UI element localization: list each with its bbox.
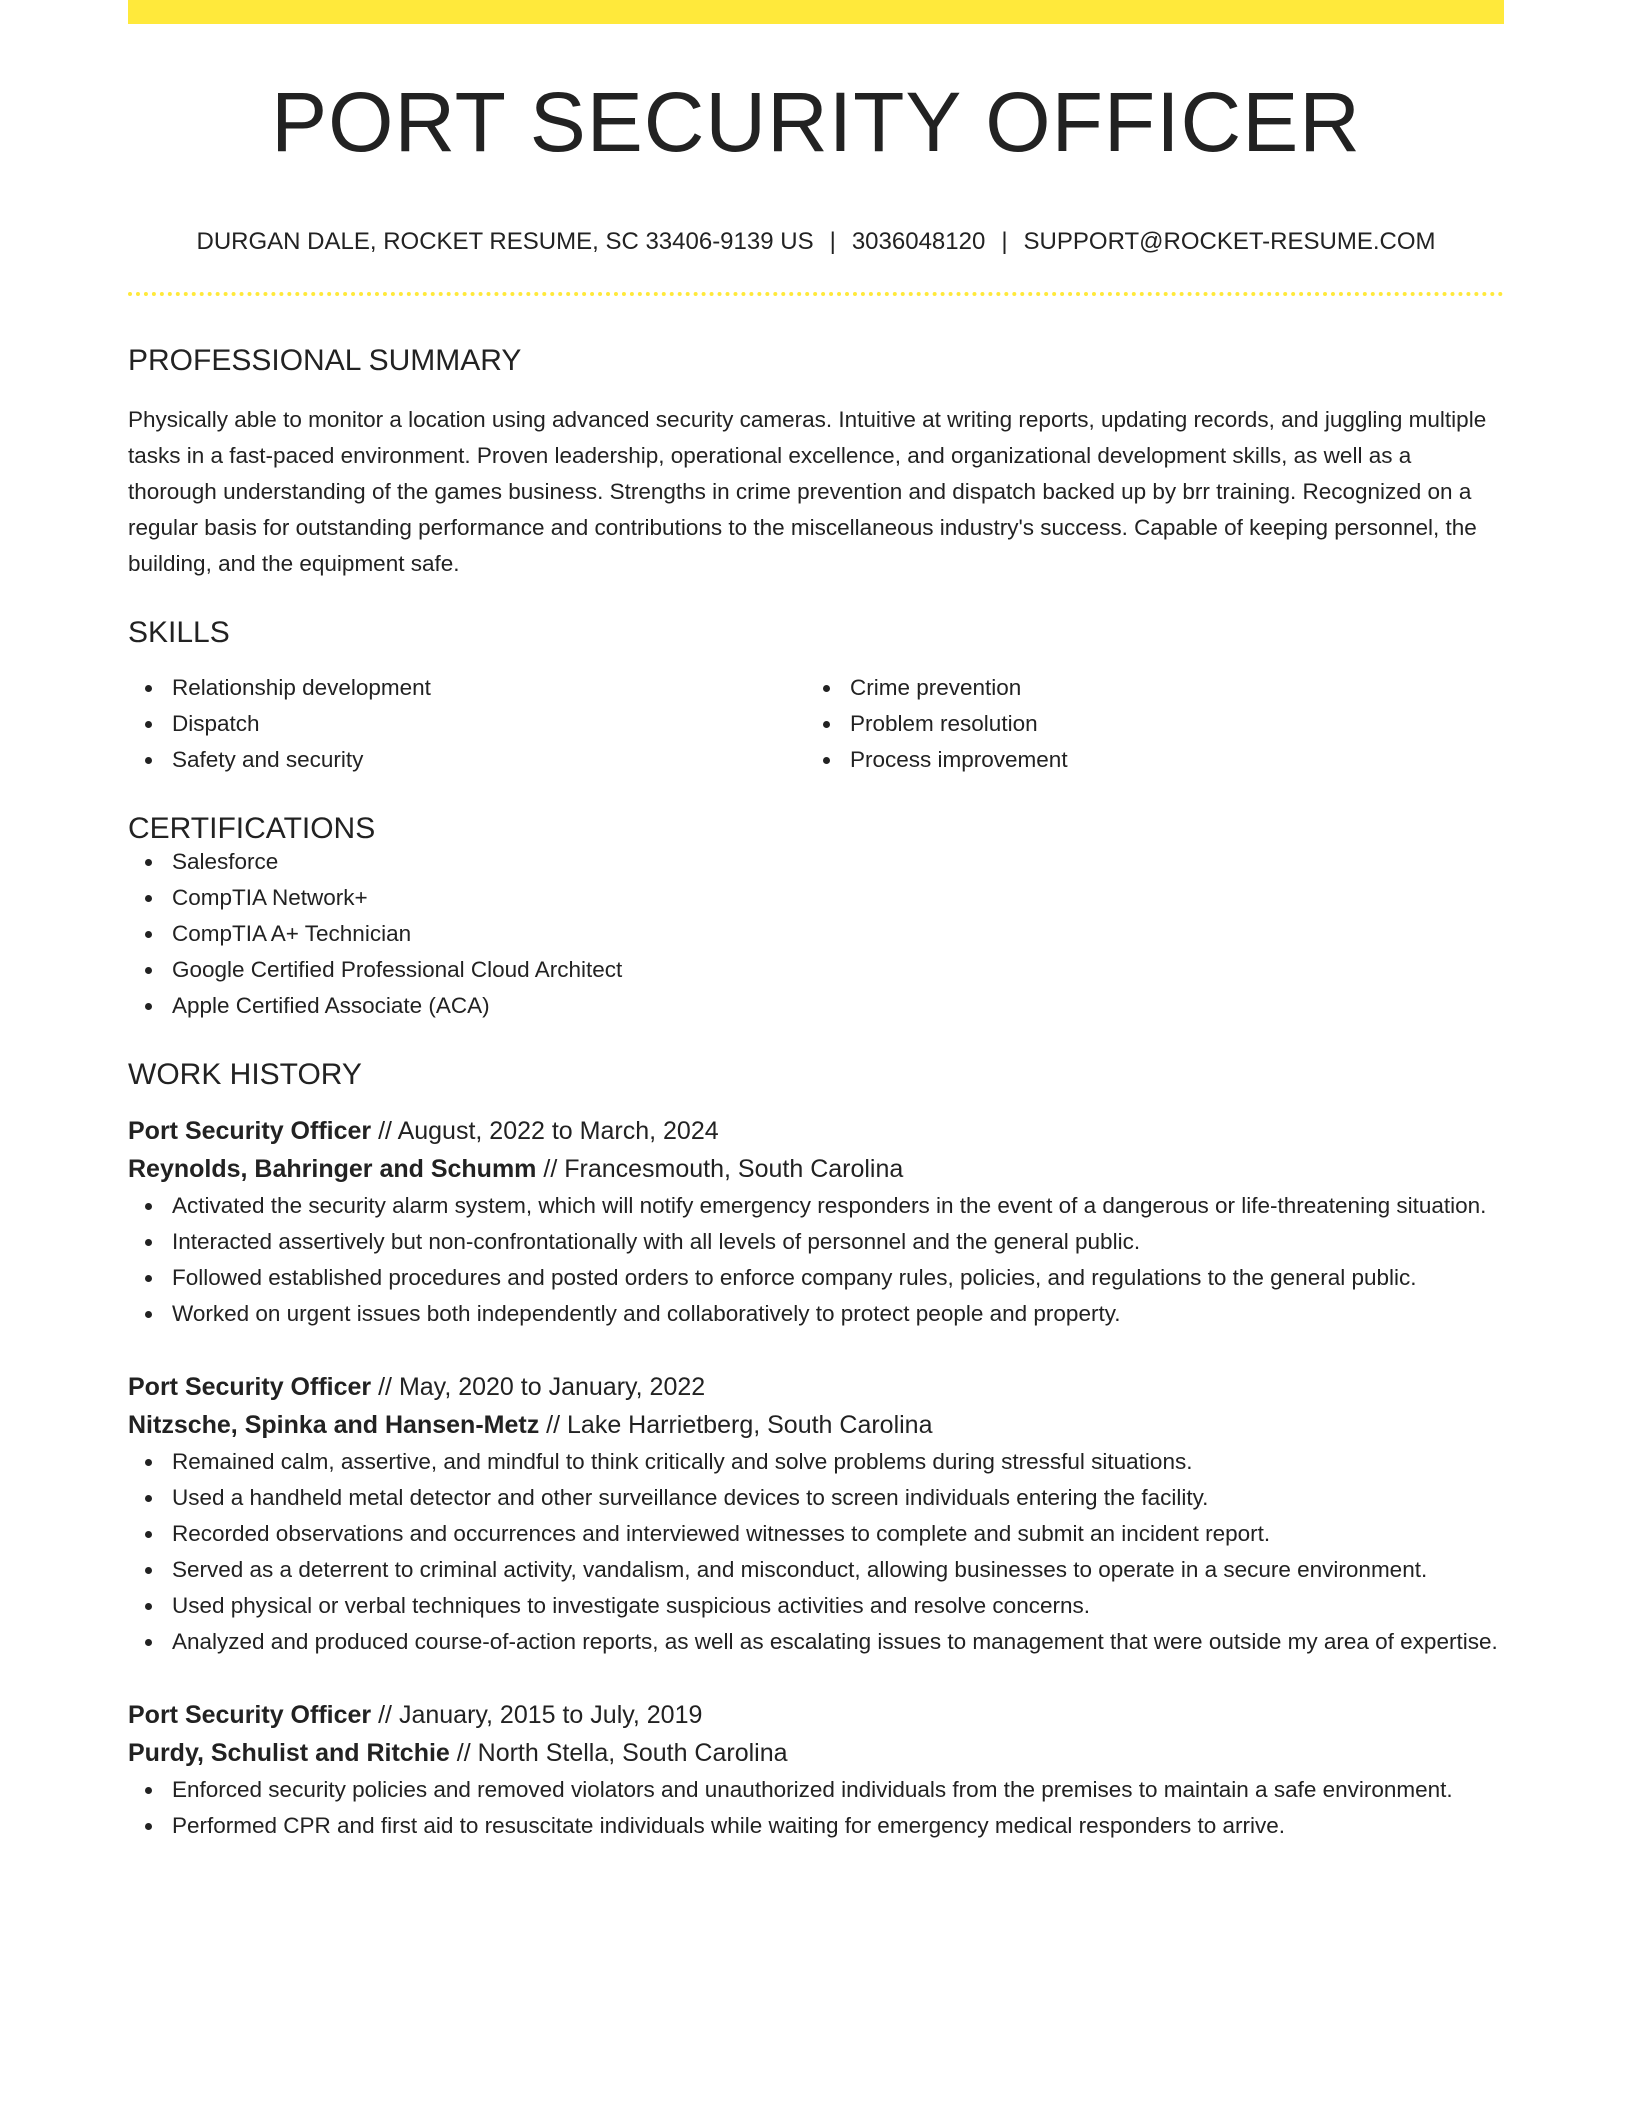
job-dates: August, 2022 to March, 2024 <box>397 1117 719 1145</box>
job-company: Nitzsche, Spinka and Hansen-Metz <box>128 1411 540 1439</box>
skills-right-list <box>806 670 1484 778</box>
job-entry <box>128 1696 1504 1844</box>
skill-item: Safety and security <box>128 742 806 778</box>
job-bullet: Recorded observations and occurrences and interviewed witnesses to complete and submit an incident report. <box>128 1516 1504 1552</box>
job-dates: January, 2015 to July, 2019 <box>398 1701 703 1729</box>
job-entry <box>128 1112 1504 1332</box>
job-dates: May, 2020 to January, 2022 <box>398 1373 706 1401</box>
job-bullet: Enforced security policies and removed violators and unauthorized individuals from the premises to maintain a safe environment. <box>128 1772 1504 1808</box>
job-title: Port Security Officer <box>128 1373 372 1401</box>
job-bullet: Followed established procedures and posted orders to enforce company rules, policies, and regulations to the general public. <box>128 1260 1504 1296</box>
job-title-line <box>128 1112 1504 1150</box>
job-title: Port Security Officer <box>128 1117 372 1145</box>
contact-address: DURGAN DALE, ROCKET RESUME, SC 33406-9139 US <box>196 228 814 255</box>
job-bullet: Analyzed and produced course-of-action reports, as well as escalating issues to management that were outside my area of expertise. <box>128 1624 1504 1660</box>
contact-email: SUPPORT@ROCKET-RESUME.COM <box>1023 228 1436 255</box>
job-title-line <box>128 1368 1504 1406</box>
job-separator: // <box>378 1117 392 1145</box>
accent-top-bar <box>128 0 1504 24</box>
job-bullet: Served as a deterrent to criminal activity, vandalism, and misconduct, allowing businesses to operate in a secure environment. <box>128 1552 1504 1588</box>
job-location: North Stella, South Carolina <box>477 1739 788 1767</box>
work-history-section <box>128 1060 1504 1844</box>
certifications-list <box>128 844 1504 1024</box>
job-location: Lake Harrietberg, South Carolina <box>567 1411 933 1439</box>
certification-item: CompTIA Network+ <box>128 880 1504 916</box>
skills-section <box>128 618 1504 778</box>
job-title: Port Security Officer <box>128 1701 372 1729</box>
job-company: Purdy, Schulist and Ritchie <box>128 1739 450 1767</box>
job-bullet: Remained calm, assertive, and mindful to think critically and solve problems during stressful situations. <box>128 1444 1504 1480</box>
resume-title: PORT SECURITY OFFICER <box>271 75 1361 169</box>
contact-line <box>128 230 1504 254</box>
skill-item: Crime prevention <box>806 670 1484 706</box>
job-separator: // <box>378 1701 392 1729</box>
job-separator: // <box>456 1739 471 1767</box>
certification-item: Apple Certified Associate (ACA) <box>128 988 1504 1024</box>
job-bullet: Performed CPR and first aid to resuscitate individuals while waiting for emergency medical responders to arrive. <box>128 1808 1504 1844</box>
work-history-heading: WORK HISTORY <box>128 1058 362 1091</box>
summary-heading: PROFESSIONAL SUMMARY <box>128 344 522 377</box>
resume-page <box>128 0 1504 1844</box>
skill-item: Dispatch <box>128 706 806 742</box>
certification-item: Salesforce <box>128 844 1504 880</box>
skill-item: Problem resolution <box>806 706 1484 742</box>
job-entry <box>128 1368 1504 1660</box>
job-separator: // <box>543 1155 558 1183</box>
dotted-divider <box>128 292 1504 296</box>
job-bullet: Activated the security alarm system, which will notify emergency responders in the event of a dangerous or life-threatening situation. <box>128 1188 1504 1224</box>
skills-grid <box>128 670 1504 778</box>
job-bullet: Used a handheld metal detector and other surveillance devices to screen individuals entering the facility. <box>128 1480 1504 1516</box>
job-bullet: Interacted assertively but non-confrontationally with all levels of personnel and the general public. <box>128 1224 1504 1260</box>
job-bullets <box>128 1188 1504 1332</box>
job-title-line <box>128 1696 1504 1734</box>
certification-item: CompTIA A+ Technician <box>128 916 1504 952</box>
summary-section <box>128 346 1504 582</box>
contact-separator: | <box>829 228 836 255</box>
skill-item: Process improvement <box>806 742 1484 778</box>
contact-separator: | <box>1001 228 1008 255</box>
job-bullet: Worked on urgent issues both independently and collaboratively to protect people and property. <box>128 1296 1504 1332</box>
certification-item: Google Certified Professional Cloud Architect <box>128 952 1504 988</box>
skills-heading: SKILLS <box>128 616 230 649</box>
certifications-heading: CERTIFICATIONS <box>128 812 376 845</box>
job-bullets <box>128 1772 1504 1844</box>
job-location: Francesmouth, South Carolina <box>564 1155 904 1183</box>
job-bullet: Used physical or verbal techniques to investigate suspicious activities and resolve concerns. <box>128 1588 1504 1624</box>
job-bullets <box>128 1444 1504 1660</box>
job-company-line <box>128 1406 1504 1444</box>
certifications-section <box>128 814 1504 1024</box>
contact-phone: 3036048120 <box>851 228 986 255</box>
job-company-line <box>128 1150 1504 1188</box>
summary-text: Physically able to monitor a location using advanced security cameras. Intuitive at writing reports, updating records, and juggling multiple tasks in a fast-paced environment. Proven leadership, operational excellence, and organizational development skills, as well as a thorough understanding of the games business. Strengths in crime prevention and dispatch backed up by brr training. Recognized on a regular basis for outstanding performance and contributions to the miscellaneous industry's success. Capable of keeping personnel, the building, and the equipment safe. <box>128 407 1487 576</box>
skill-item: Relationship development <box>128 670 806 706</box>
job-separator: // <box>546 1411 561 1439</box>
skills-left-list <box>128 670 806 778</box>
job-company-line <box>128 1734 1504 1772</box>
job-separator: // <box>378 1373 392 1401</box>
job-company: Reynolds, Bahringer and Schumm <box>128 1155 537 1183</box>
